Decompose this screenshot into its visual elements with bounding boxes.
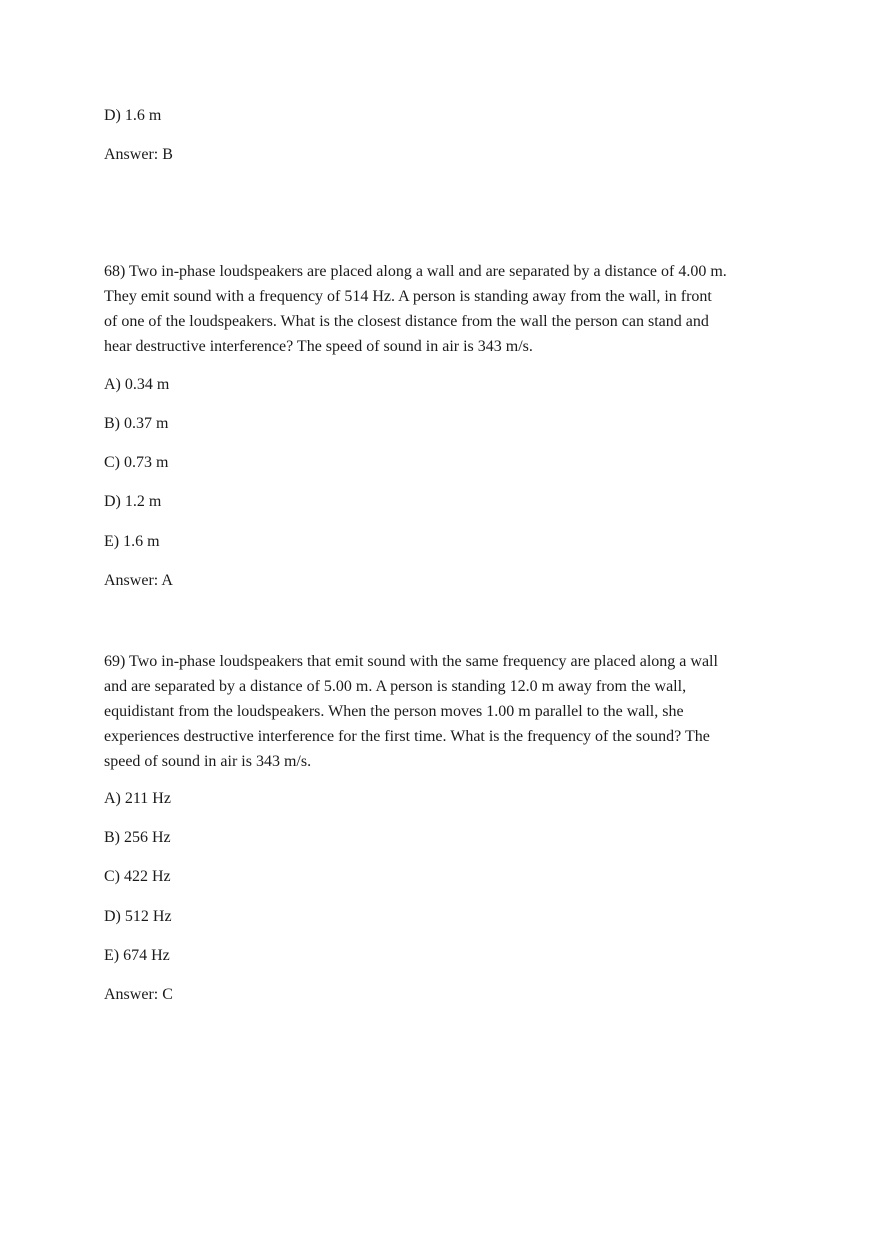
question-68: [104, 259, 794, 359]
option-a: A) 211 Hz: [104, 790, 171, 807]
option-d: D) 1.6 m: [104, 107, 162, 124]
question-69: [104, 649, 794, 774]
option-c: C) 422 Hz: [104, 868, 171, 885]
question-line: experiences destructive interference for the first time. What is the frequency of the sound? The: [104, 728, 710, 745]
question-line: They emit sound with a frequency of 514 Hz. A person is standing away from the wall, in front: [104, 288, 712, 305]
option-e: E) 674 Hz: [104, 947, 170, 964]
question-line: 68) Two in-phase loudspeakers are placed along a wall and are separated by a distance of 4.00 m.: [104, 263, 727, 280]
question-line: 69) Two in-phase loudspeakers that emit sound with the same frequency are placed along a wall: [104, 653, 718, 670]
question-line: and are separated by a distance of 5.00 m. A person is standing 12.0 m away from the wall,: [104, 678, 687, 695]
answer: Answer: B: [104, 146, 173, 163]
option-d: D) 512 Hz: [104, 908, 172, 925]
answer: Answer: A: [104, 572, 173, 589]
option-e: E) 1.6 m: [104, 533, 160, 550]
option-b: B) 0.37 m: [104, 415, 169, 432]
option-d: D) 1.2 m: [104, 493, 162, 510]
option-b: B) 256 Hz: [104, 829, 171, 846]
option-c: C) 0.73 m: [104, 454, 169, 471]
question-line: speed of sound in air is 343 m/s.: [104, 753, 312, 770]
question-line: of one of the loudspeakers. What is the closest distance from the wall the person can stand and: [104, 313, 709, 330]
option-a: A) 0.34 m: [104, 376, 170, 393]
question-line: equidistant from the loudspeakers. When the person moves 1.00 m parallel to the wall, she: [104, 703, 684, 720]
question-line: hear destructive interference? The speed of sound in air is 343 m/s.: [104, 338, 533, 355]
answer: Answer: C: [104, 986, 173, 1003]
